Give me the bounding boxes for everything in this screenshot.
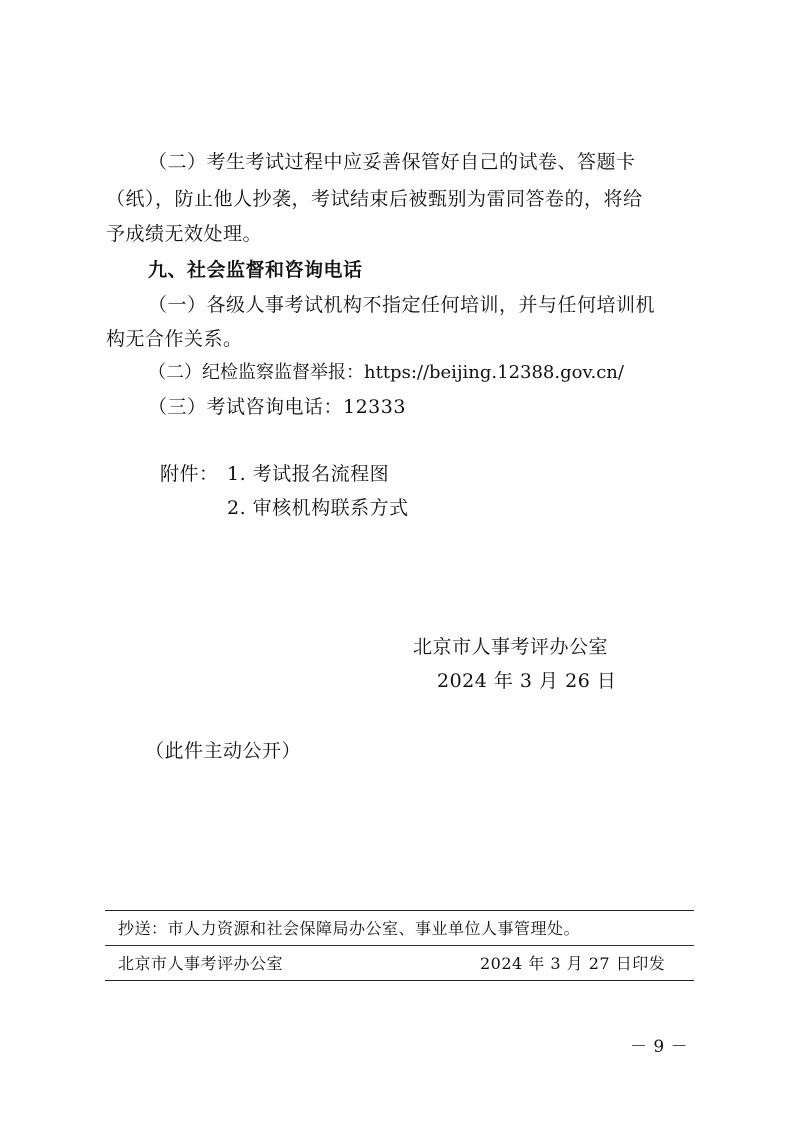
item-2-line-1: （二）考生考试过程中应妥善保管好自己的试卷、答题卡 [148,151,636,173]
footer-rule-middle [105,945,694,946]
footer-rule-bottom [105,980,694,981]
footer-issue-date: 2024 年 3 月 27 日印发 [480,954,666,973]
disclosure-note: （此件主动公开） [145,740,302,762]
section-9-item-2: （二）纪检监察监督举报：https://beijing.12388.gov.cn/ [148,362,624,383]
signature-org: 北京市人事考评办公室 [413,636,609,658]
section-9-item-1-line-2: 构无合作关系。 [106,328,243,350]
item-2-line-2: （纸），防止他人抄袭，考试结束后被甄别为雷同答卷的，将给 [106,188,643,210]
section-9-item-1-line-1: （一）各级人事考试机构不指定任何培训，并与任何培训机 [148,294,656,316]
page-number: － 9 － [630,1037,689,1057]
footer-cc: 抄送：市人力资源和社会保障局办公室、事业单位人事管理处。 [118,919,581,938]
attachments-label: 附件： [160,463,219,485]
section-9-heading: 九、社会监督和咨询电话 [148,259,363,281]
attachment-item-2: 2. 审核机构联系方式 [227,497,409,519]
footer-issuer: 北京市人事考评办公室 [118,954,284,973]
section-9-item-3: （三）考试咨询电话：12333 [148,396,406,418]
signature-date: 2024 年 3 月 26 日 [437,670,617,692]
attachment-item-1: 1. 考试报名流程图 [227,463,390,485]
item-2-line-3: 予成绩无效处理。 [106,223,263,245]
footer-rule-top [105,910,694,911]
